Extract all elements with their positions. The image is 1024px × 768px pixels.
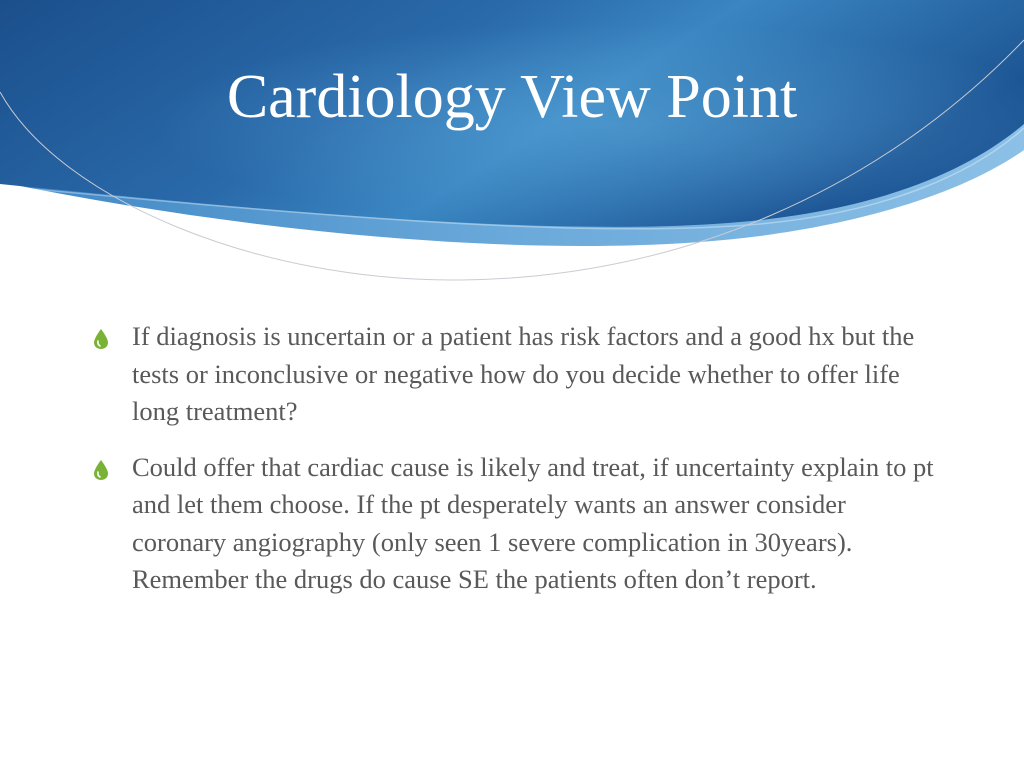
bullet-text: If diagnosis is uncertain or a patient has risk factors and a good hx but the tests or inconclusive or negative how do you decide whether to offer life long treatment? — [132, 321, 915, 426]
bullet-item — [92, 449, 940, 599]
header-wave-background — [0, 0, 1024, 300]
bullet-item — [92, 318, 940, 431]
drop-icon — [92, 459, 110, 481]
slide-title: Cardiology View Point — [226, 63, 798, 131]
drop-icon — [92, 328, 110, 350]
bullet-list — [92, 318, 940, 617]
bullet-text: Could offer that cardiac cause is likely and treat, if uncertainty explain to pt and let them choose. If the pt desperately wants an answer consider coronary angiography (only seen 1 severe complication in 30years). Remember the drugs do cause SE the patients often don’t report. — [132, 451, 934, 594]
